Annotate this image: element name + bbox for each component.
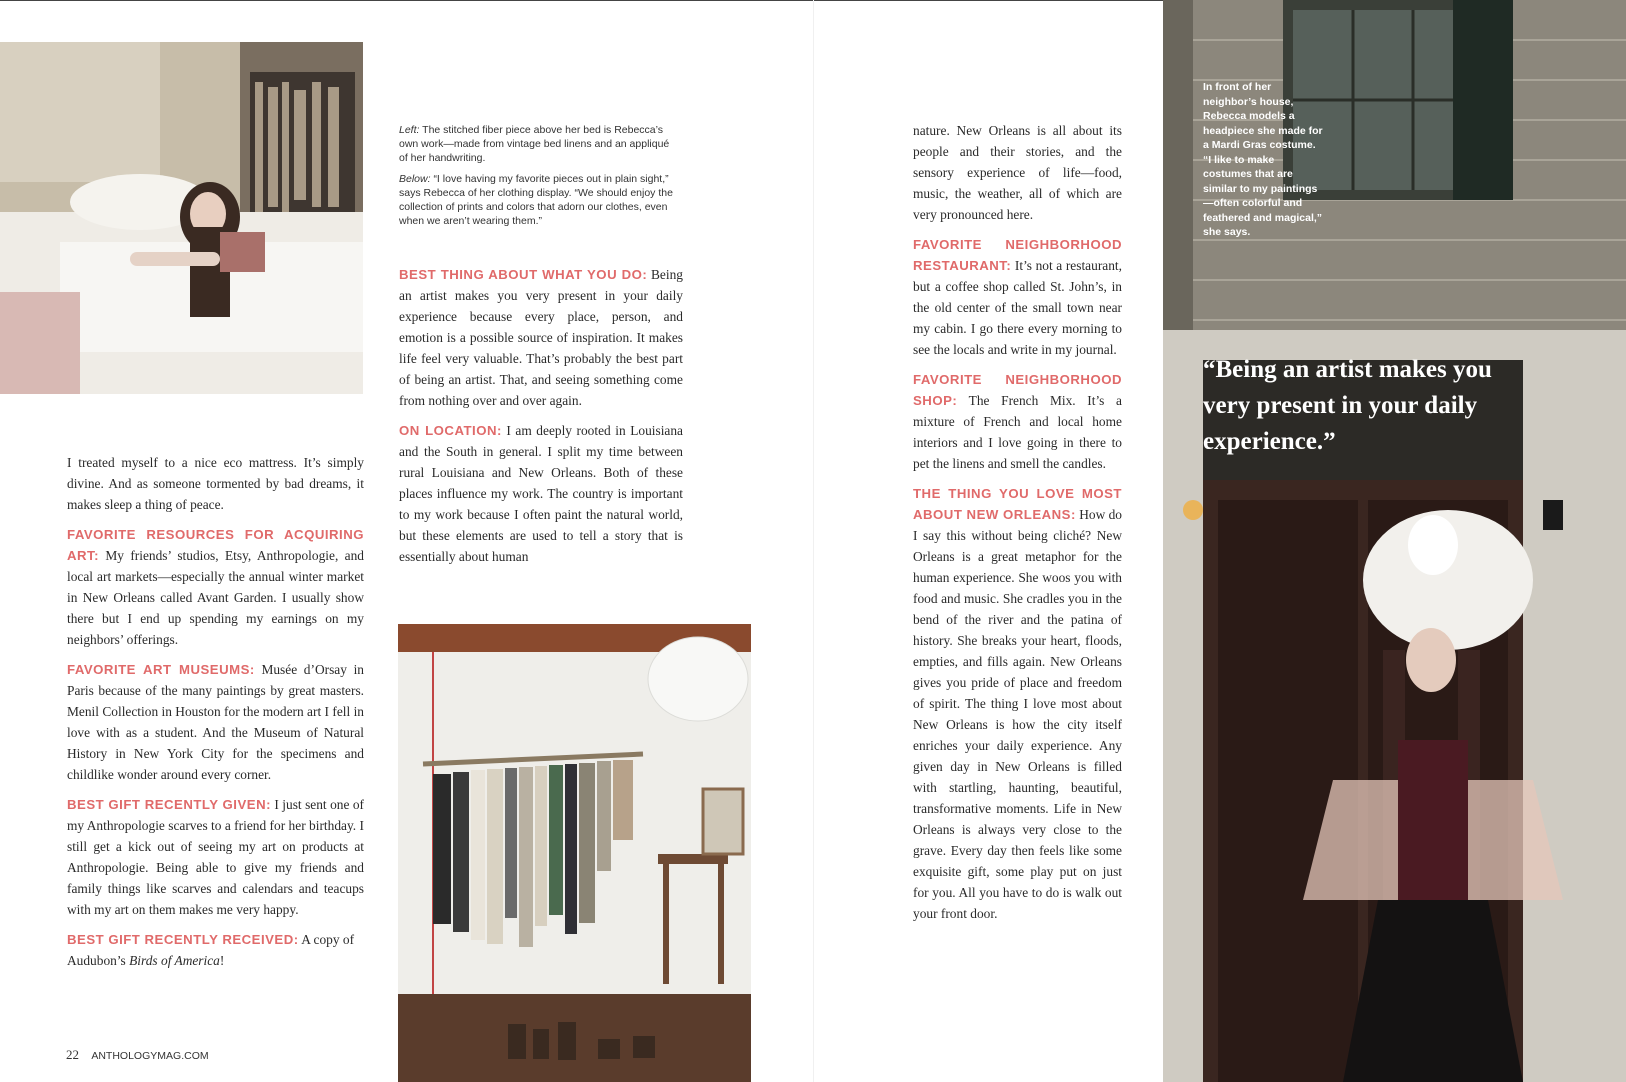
pull-quote: “Being an artist makes you very present in your daily experience.” bbox=[1203, 356, 1492, 455]
section-heading: FAVORITE NEIGHBORHOOD RESTAURANT: bbox=[913, 237, 1122, 273]
photo-captions bbox=[399, 123, 679, 235]
page-spine bbox=[813, 0, 814, 1082]
caption-left bbox=[399, 123, 679, 165]
section-body: A copy of Audubon’s bbox=[67, 932, 355, 968]
col-c-item bbox=[913, 369, 1122, 474]
section-body: The French Mix. It’s a mixture of French and local home interiors and I love going in there to pet the linens and smell the candles. bbox=[913, 393, 1122, 471]
section-heading: FAVORITE NEIGHBORHOOD SHOP: bbox=[913, 372, 1122, 408]
col-a-intro: I treated myself to a nice eco mattress. It’s simply divine. And as someone tormented by bad dreams, it makes sleep a thing of peace. bbox=[67, 455, 364, 512]
caption-below-text: “I love having my favorite pieces out in plain sight,” says Rebecca of her clothing display. “We should enjoy the collection of prints and colors that adorn our clothes, even when we aren’t wearing them.” bbox=[399, 173, 673, 227]
closet-photo bbox=[398, 624, 751, 1082]
bedroom-illustration bbox=[0, 42, 363, 394]
col-c-item bbox=[913, 234, 1122, 360]
section-body-end: ! bbox=[219, 953, 225, 968]
col-c-item bbox=[913, 483, 1122, 924]
text-column-right bbox=[913, 120, 1122, 933]
section-heading: FAVORITE ART MUSEUMS: bbox=[67, 662, 255, 677]
section-heading: BEST GIFT RECENTLY RECEIVED: bbox=[67, 932, 299, 947]
text-column-middle bbox=[399, 264, 683, 576]
section-heading: BEST THING ABOUT WHAT YOU DO: bbox=[399, 267, 648, 282]
col-b-item bbox=[399, 264, 683, 411]
section-heading: FAVORITE RESOURCES FOR ACQUIRING ART: bbox=[67, 527, 364, 563]
col-a-item bbox=[67, 794, 364, 920]
section-body: Being an artist makes you very present in your daily experience because every place, person, and emotion is a possible source of inspiration. It makes life feel very valuable. That’s probably the best part of being an artist. That, and seeing something come from nothing over and over again. bbox=[399, 267, 683, 408]
bedroom-photo bbox=[0, 42, 363, 394]
closet-illustration bbox=[398, 624, 751, 1082]
col-b-item bbox=[399, 420, 683, 567]
caption-left-label: Left: bbox=[399, 124, 420, 136]
section-body: It’s not a restaurant, but a coffee shop called St. John’s, in the old center of the small town near my cabin. I go there every morning to see the locals and write in my journal. bbox=[913, 258, 1122, 357]
section-body: Musée d’Orsay in Paris because of the many paintings by great masters. Menil Collection in Houston for the modern art I fell in love with as a student. And the Museum of Natural History in New York City for the specimens and childlike wonder around every corner. bbox=[67, 662, 365, 782]
col-c-intro: nature. New Orleans is all about its people and their stories, and the sensory experience of life—food, music, the weather, all of which are very pronounced here. bbox=[913, 123, 1122, 222]
section-body: How do I say this without being cliché? New Orleans is a great metaphor for the human experience. She woos you with food and music. She cradles you in the bend of the river and the patina of history. She breaks your heart, floods, empties, and fills again. New Orleans gives you pride of place and freedom of spirit. The thing I love most about New Orleans is how the city itself enriches your daily experience. Any given day in New Orleans is filled with startling, haunting, beautiful, transformative moments. Life in New Orleans is always very close to the grave. Every day then feels like some exquisite gift, some play put on just for you. All you have to do is walk out your front door. bbox=[913, 507, 1122, 921]
col-a-item bbox=[67, 524, 364, 650]
portrait-caption: In front of her neighbor’s house, Rebecca models a headpiece she made for a Mardi Gras costume. “I like to make costumes that are similar to my paintings—often colorful and feathered and magical,” she says. bbox=[1203, 81, 1323, 238]
text-column-left bbox=[67, 452, 364, 980]
site-url: ANTHOLOGYMAG.COM bbox=[91, 1050, 209, 1062]
col-a-item bbox=[67, 929, 364, 971]
page-footer bbox=[66, 1047, 209, 1063]
book-title: Birds of America bbox=[129, 953, 220, 968]
col-a-item bbox=[67, 659, 364, 785]
page-number: 22 bbox=[66, 1047, 79, 1062]
section-body: I am deeply rooted in Louisiana and the South in general. I split my time between rural Louisiana and New Orleans. Both of these places influence my work. The country is important to my work because I often paint the natural world, but these elements are used to tell a story that is essentially about human bbox=[399, 423, 684, 564]
section-body: I just sent one of my Anthropologie scarves to a friend for her birthday. I still get a kick out of seeing my art on products at Anthropologie. Being able to give my friends and family things like scarves and calendars and teacups with my art on them makes me very happy. bbox=[67, 797, 364, 917]
section-heading: BEST GIFT RECENTLY GIVEN: bbox=[67, 797, 271, 812]
caption-below bbox=[399, 172, 679, 228]
caption-below-label: Below: bbox=[399, 173, 431, 185]
caption-left-text: The stitched fiber piece above her bed is Rebecca’s own work—made from vintage bed linens and an appliqué of her handwriting. bbox=[399, 124, 670, 164]
section-heading: ON LOCATION: bbox=[399, 423, 502, 438]
section-body: My friends’ studios, Etsy, Anthropologie, and local art markets—especially the annual winter market in New Orleans called Avant Garden. I usually show there but I end up spending my earnings on my neighbors’ offerings. bbox=[67, 548, 364, 647]
section-heading: THE THING YOU LOVE MOST ABOUT NEW ORLEANS: bbox=[913, 486, 1122, 522]
